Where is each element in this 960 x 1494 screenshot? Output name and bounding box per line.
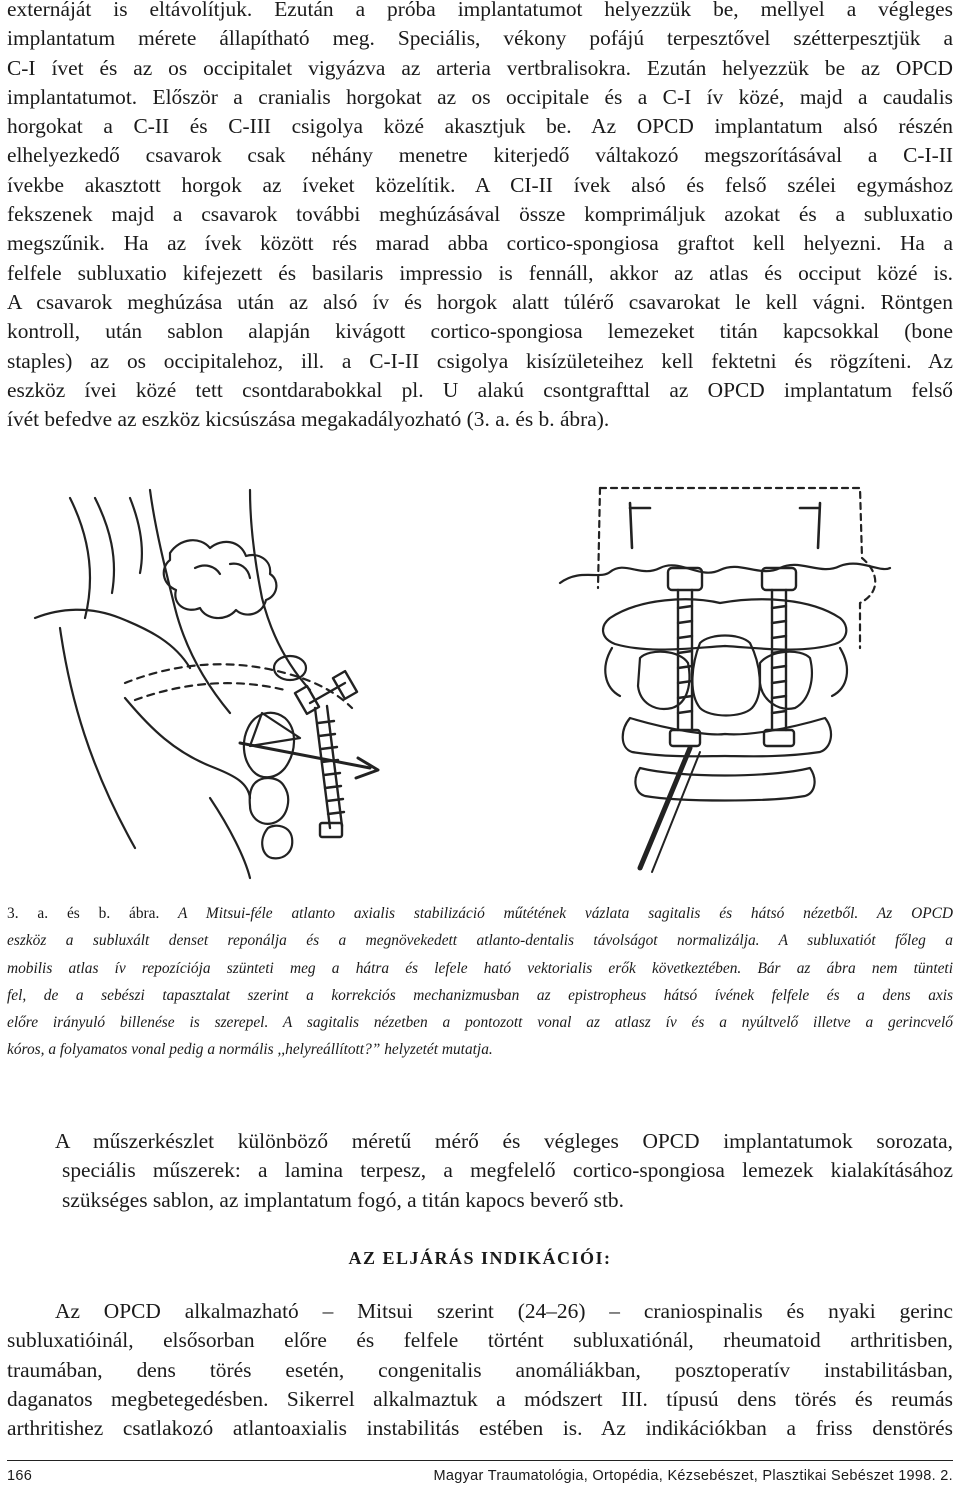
page-number: 166: [7, 1468, 33, 1484]
indications-paragraph: [7, 1297, 953, 1443]
instruments-paragraph: [55, 1127, 953, 1215]
text-line: ívekbe akasztott horgok az íveket közelítik. A CI-II ívek alsó és felső szélei egymáshoz: [7, 172, 953, 197]
text-line: A műszerkészlet különböző méretű mérő és végleges OPCD implantatumok sorozata,: [55, 1129, 953, 1153]
caption-line: kóros, a folyamatos vonal pedig a normális ,,helyreállított?” helyzetét mutatja.: [7, 1041, 493, 1059]
text-line: daganatos megbetegedésben. Sikerrel alkalmaztuk a módszert III. típusú dens törés és reumás: [7, 1386, 953, 1411]
text-line: felfele subluxatio kifejezett és basilaris impressio is fennáll, akkor az atlas és occiput közé is.: [7, 260, 953, 285]
text-line: horgokat a C-II és C-III csigolya közé akasztjuk be. Az OPCD implantatum alsó részén: [7, 114, 953, 139]
caption-line: fel, de a sebészi tapasztalat szerint a korrekciós mechanizmusban az epistropheus hátsó ívének felfele és a dens axis: [7, 986, 953, 1004]
text-line: elhelyezkedő csavarok csak néhány menetre kiterjedő váltakozó megszorításával a C-I-II: [7, 143, 953, 168]
text-line: kontroll, után sablon alapján kivágott cortico-spongiosa lemezeket titán kapcsokkal (bone: [7, 319, 953, 344]
text-line: C-I ívet és az os occipitalet vigyázva az arteria vertbralisokra. Ezután helyezzük be az OPCD: [7, 55, 953, 80]
text-line: staples) az os occipitalehoz, ill. a C-I-II csigolya kisízületeihez kell fektetni és rögzíteni. Az: [7, 348, 953, 373]
text-line: subluxatióinál, elsősorban előre és felfele történt subluxatiónál, rheumatoid arthritisben,: [7, 1328, 953, 1353]
figure-caption: [7, 900, 953, 1064]
posterior-view-illustration: [560, 488, 890, 872]
text-line: arthritishez csatlakozó atlantoaxialis instabilitás estében is. Az indikációkban a friss denstörés: [7, 1416, 953, 1441]
figure-3: [0, 468, 960, 888]
intro-paragraph: [7, 0, 953, 434]
caption-text: A Mitsui-féle atlanto axialis stabilizáció műtétének vázlata sagitalis és hátsó nézetből. Az OPCD: [159, 905, 953, 922]
sagittal-view-illustration: [35, 490, 378, 878]
footer-divider: [7, 1460, 953, 1461]
text-line: szükséges sablon, az implantatum fogó, a titán kapocs beverő stb.: [62, 1187, 624, 1212]
caption-line: [7, 900, 953, 927]
page-footer: [7, 1468, 953, 1490]
caption-line: eszköz a subluxált denset reponálja és a megnövekedett atlanto-dentalis távolságot normalizálja. A subluxatiót főleg a: [7, 932, 953, 950]
figure-illustration: [0, 468, 960, 888]
text-line: externáját is eltávolítjuk. Ezután a próba implantatumot helyezzük be, mellyel a végleges: [7, 0, 953, 21]
text-line: megszűnik. Ha az ívek között rés marad abba cortico-spongiosa graftot kell helyezni. Ha a: [7, 231, 953, 256]
text-line: ívét befedve az eszköz kicsúszása megakadályozható (3. a. és b. ábra).: [7, 407, 610, 432]
section-heading: AZ ELJÁRÁS INDIKÁCIÓI:: [348, 1248, 612, 1268]
text-line: traumában, dens törés esetén, congenitalis anomáliákban, posztoperatív instabilitásban,: [7, 1357, 953, 1382]
text-line: implantatumot. Először a cranialis horgokat az os occipitale és a C-I ív közé, majd a caudalis: [7, 84, 953, 109]
text-line: speciális műszerek: a lamina terpesz, a megfelelő cortico-spongiosa lemezek kialakításához: [62, 1158, 953, 1183]
text-line: Az OPCD alkalmazható – Mitsui szerint (24–26) – craniospinalis és nyaki gerinc: [55, 1299, 953, 1323]
caption-line: előre irányuló billenése is szerepel. A sagitalis nézetben a pontozott vonal az atlasz ív és a nyúltvelő illetve a gerincvelő: [7, 1014, 953, 1032]
text-line: implantatum mérete állapítható meg. Speciális, vékony pofájú terpesztővel szétterpesztjük a: [7, 26, 953, 51]
text-line: eszköz ívei közé tett csontdarabokkal pl. U alakú csontgrafttal az OPCD implantatum felső: [7, 377, 953, 402]
caption-line: mobilis atlas ív repozíciója szünteti meg a hátra és lefele ható vektorialis erők következtében. Bár az ábra nem tünteti: [7, 959, 953, 977]
caption-lead: 3. a. és b. ábra.: [7, 905, 160, 922]
journal-citation: Magyar Traumatológia, Ortopédia, Kézsebészet, Plasztikai Sebészet 1998. 2.: [433, 1468, 953, 1484]
text-line: A csavarok meghúzása után az alsó ív és horgok alatt túlérő csavarokat le kell vágni. Röntgen: [7, 289, 953, 314]
text-line: fekszenek majd a csavarok további meghúzásával össze komprimáljuk azokat és a subluxatio: [7, 202, 953, 227]
